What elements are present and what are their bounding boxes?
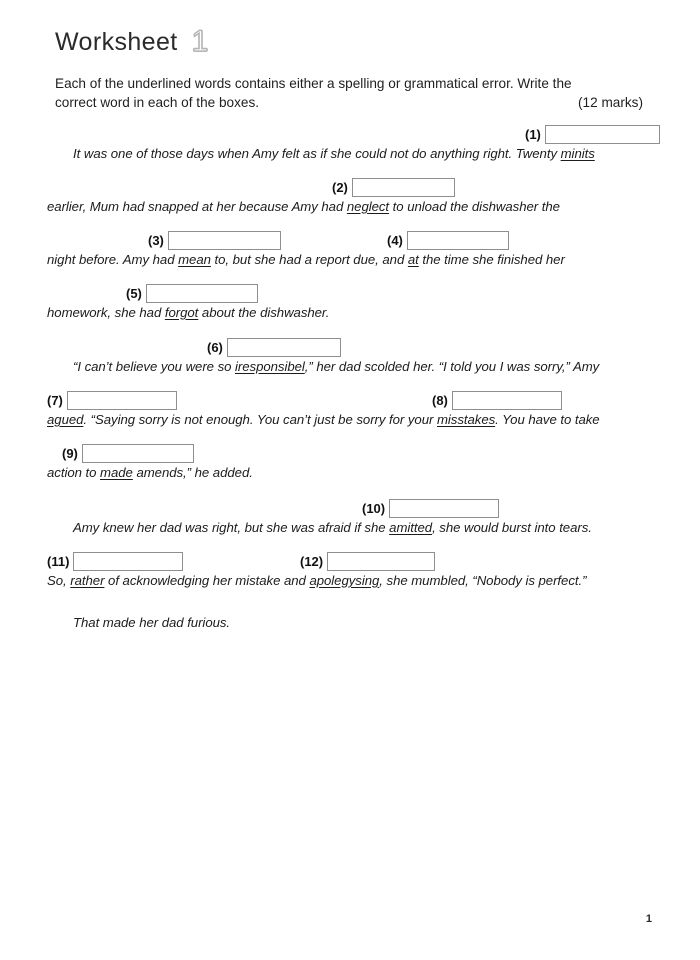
passage-line-8 <box>47 519 647 536</box>
answer-box-2[interactable] <box>352 178 455 197</box>
passage-block-6 <box>47 384 647 428</box>
passage-line-2-text-before: earlier, Mum had snapped at her because Amy had <box>47 199 347 214</box>
passage-line-4 <box>47 304 647 321</box>
answer-group-2 <box>332 178 455 197</box>
answer-row-6 <box>47 331 647 358</box>
answer-box-4[interactable] <box>407 231 509 250</box>
answer-number-5: (5) <box>126 286 142 301</box>
marks-label: (12 marks) <box>578 95 643 110</box>
underlined-word-forgot: forgot <box>164 305 199 320</box>
passage-line-4-text-before: homework, she had <box>47 305 165 320</box>
answer-box-6[interactable] <box>227 338 341 357</box>
answer-group-5 <box>126 284 258 303</box>
page-title <box>55 24 208 58</box>
passage-line-3-text-mid: to, but she had a report due, and <box>210 252 408 267</box>
passage-block-3 <box>47 224 647 268</box>
underlined-word-misstakes: misstakes <box>436 412 496 427</box>
passage-line-3-text-after: the time she finished her <box>418 252 565 267</box>
underlined-word-apolegysing: apolegysing <box>309 573 380 588</box>
underlined-word-iresponsibel: iresponsibel <box>235 359 305 374</box>
instructions <box>55 74 643 112</box>
passage-block-4 <box>47 277 647 321</box>
passage-line-1 <box>47 145 647 162</box>
answer-box-7[interactable] <box>67 391 177 410</box>
answer-number-7: (7) <box>47 393 63 408</box>
page-number: 1 <box>645 913 652 925</box>
answer-group-1 <box>525 125 660 144</box>
answer-row-10 <box>47 492 647 519</box>
underlined-word-amitted: amitted <box>389 520 433 535</box>
answer-group-10 <box>362 499 499 518</box>
answer-number-10: (10) <box>362 501 386 516</box>
answer-box-5[interactable] <box>146 284 258 303</box>
passage-block-1 <box>47 118 647 162</box>
page-title-text: Worksheet <box>55 28 178 56</box>
underlined-word-mean: mean <box>178 252 211 267</box>
passage-line-2-text-after: to unload the dishwasher the <box>389 199 560 214</box>
answer-number-6: (6) <box>207 340 223 355</box>
answer-box-12[interactable] <box>327 552 435 571</box>
answer-number-3: (3) <box>148 233 164 248</box>
answer-number-11: (11) <box>47 554 70 569</box>
passage-line-3 <box>47 251 647 268</box>
answer-number-2: (2) <box>332 180 348 195</box>
answer-group-9 <box>62 444 194 463</box>
underlined-word-made: made <box>100 465 133 480</box>
answer-number-8: (8) <box>432 393 448 408</box>
passage-line-6 <box>47 411 647 428</box>
passage-line-9-text-before: So, <box>47 573 71 588</box>
passage-line-4-text-after: about the dishwasher. <box>198 305 330 320</box>
passage-block-7 <box>47 437 647 481</box>
underlined-word-at: at <box>407 252 419 267</box>
instructions-line-1: Each of the underlined words contains either a spelling or grammatical error. Write the <box>55 76 572 91</box>
answer-box-8[interactable] <box>452 391 562 410</box>
passage-block-8 <box>47 492 647 536</box>
answer-box-9[interactable] <box>82 444 194 463</box>
answer-group-3 <box>148 231 281 250</box>
underlined-word-agued: agued <box>47 412 84 427</box>
passage-line-6-text-after: . You have to take <box>495 412 600 427</box>
answer-group-11 <box>47 552 183 571</box>
passage-block-9 <box>47 545 647 589</box>
passage-line-5-text-before: “I can’t believe you were so <box>73 359 236 374</box>
answer-group-7 <box>47 391 177 410</box>
passage <box>47 118 647 631</box>
answer-number-4: (4) <box>387 233 403 248</box>
underlined-word-minits: minits <box>560 146 595 161</box>
passage-line-9 <box>47 572 647 589</box>
passage-line-5-text-after: ,” her dad scolded her. “I told you I was sorry,” Amy <box>304 359 600 374</box>
passage-line-8-text-after: , she would burst into tears. <box>432 520 592 535</box>
passage-line-5 <box>47 358 647 375</box>
passage-closing-line: That made her dad furious. <box>73 615 231 630</box>
instructions-line-2: correct word in each of the boxes. <box>55 95 260 110</box>
answer-group-12 <box>300 552 435 571</box>
worksheet-number: 1 <box>191 25 209 58</box>
answer-row-2 <box>47 171 647 198</box>
passage-line-2 <box>47 198 647 215</box>
answer-row-9 <box>47 437 647 464</box>
answer-number-9: (9) <box>62 446 78 461</box>
underlined-word-rather: rather <box>70 573 105 588</box>
answer-box-3[interactable] <box>168 231 281 250</box>
answer-group-4 <box>387 231 509 250</box>
answer-box-11[interactable] <box>73 552 183 571</box>
answer-row-1 <box>47 118 647 145</box>
passage-line-3-text-before: night before. Amy had <box>47 252 179 267</box>
answer-group-8 <box>432 391 562 410</box>
answer-row-11 <box>47 545 647 572</box>
passage-line-1-text: It was one of those days when Amy felt as if she could not do anything right. Twenty <box>73 146 561 161</box>
answer-row-5 <box>47 277 647 304</box>
passage-line-7-text-before: action to <box>47 465 101 480</box>
answer-number-12: (12) <box>300 554 324 569</box>
underlined-word-neglect: neglect <box>346 199 390 214</box>
answer-row-3 <box>47 224 647 251</box>
passage-line-9-text-after: , she mumbled, “Nobody is perfect.” <box>379 573 587 588</box>
answer-box-1[interactable] <box>545 125 660 144</box>
answer-group-6 <box>207 338 341 357</box>
passage-line-7-text-after: amends,” he added. <box>132 465 253 480</box>
answer-row-7 <box>47 384 647 411</box>
passage-line-6-text-mid: . “Saying sorry is not enough. You can’t just be sorry for your <box>83 412 437 427</box>
passage-line-8-text-before: Amy knew her dad was right, but she was afraid if she <box>73 520 390 535</box>
passage-line-9-text-mid: of acknowledging her mistake and <box>104 573 310 588</box>
passage-block-5 <box>47 331 647 375</box>
answer-box-10[interactable] <box>389 499 499 518</box>
passage-block-2 <box>47 171 647 215</box>
passage-line-7 <box>47 464 647 481</box>
answer-number-1: (1) <box>525 127 541 142</box>
